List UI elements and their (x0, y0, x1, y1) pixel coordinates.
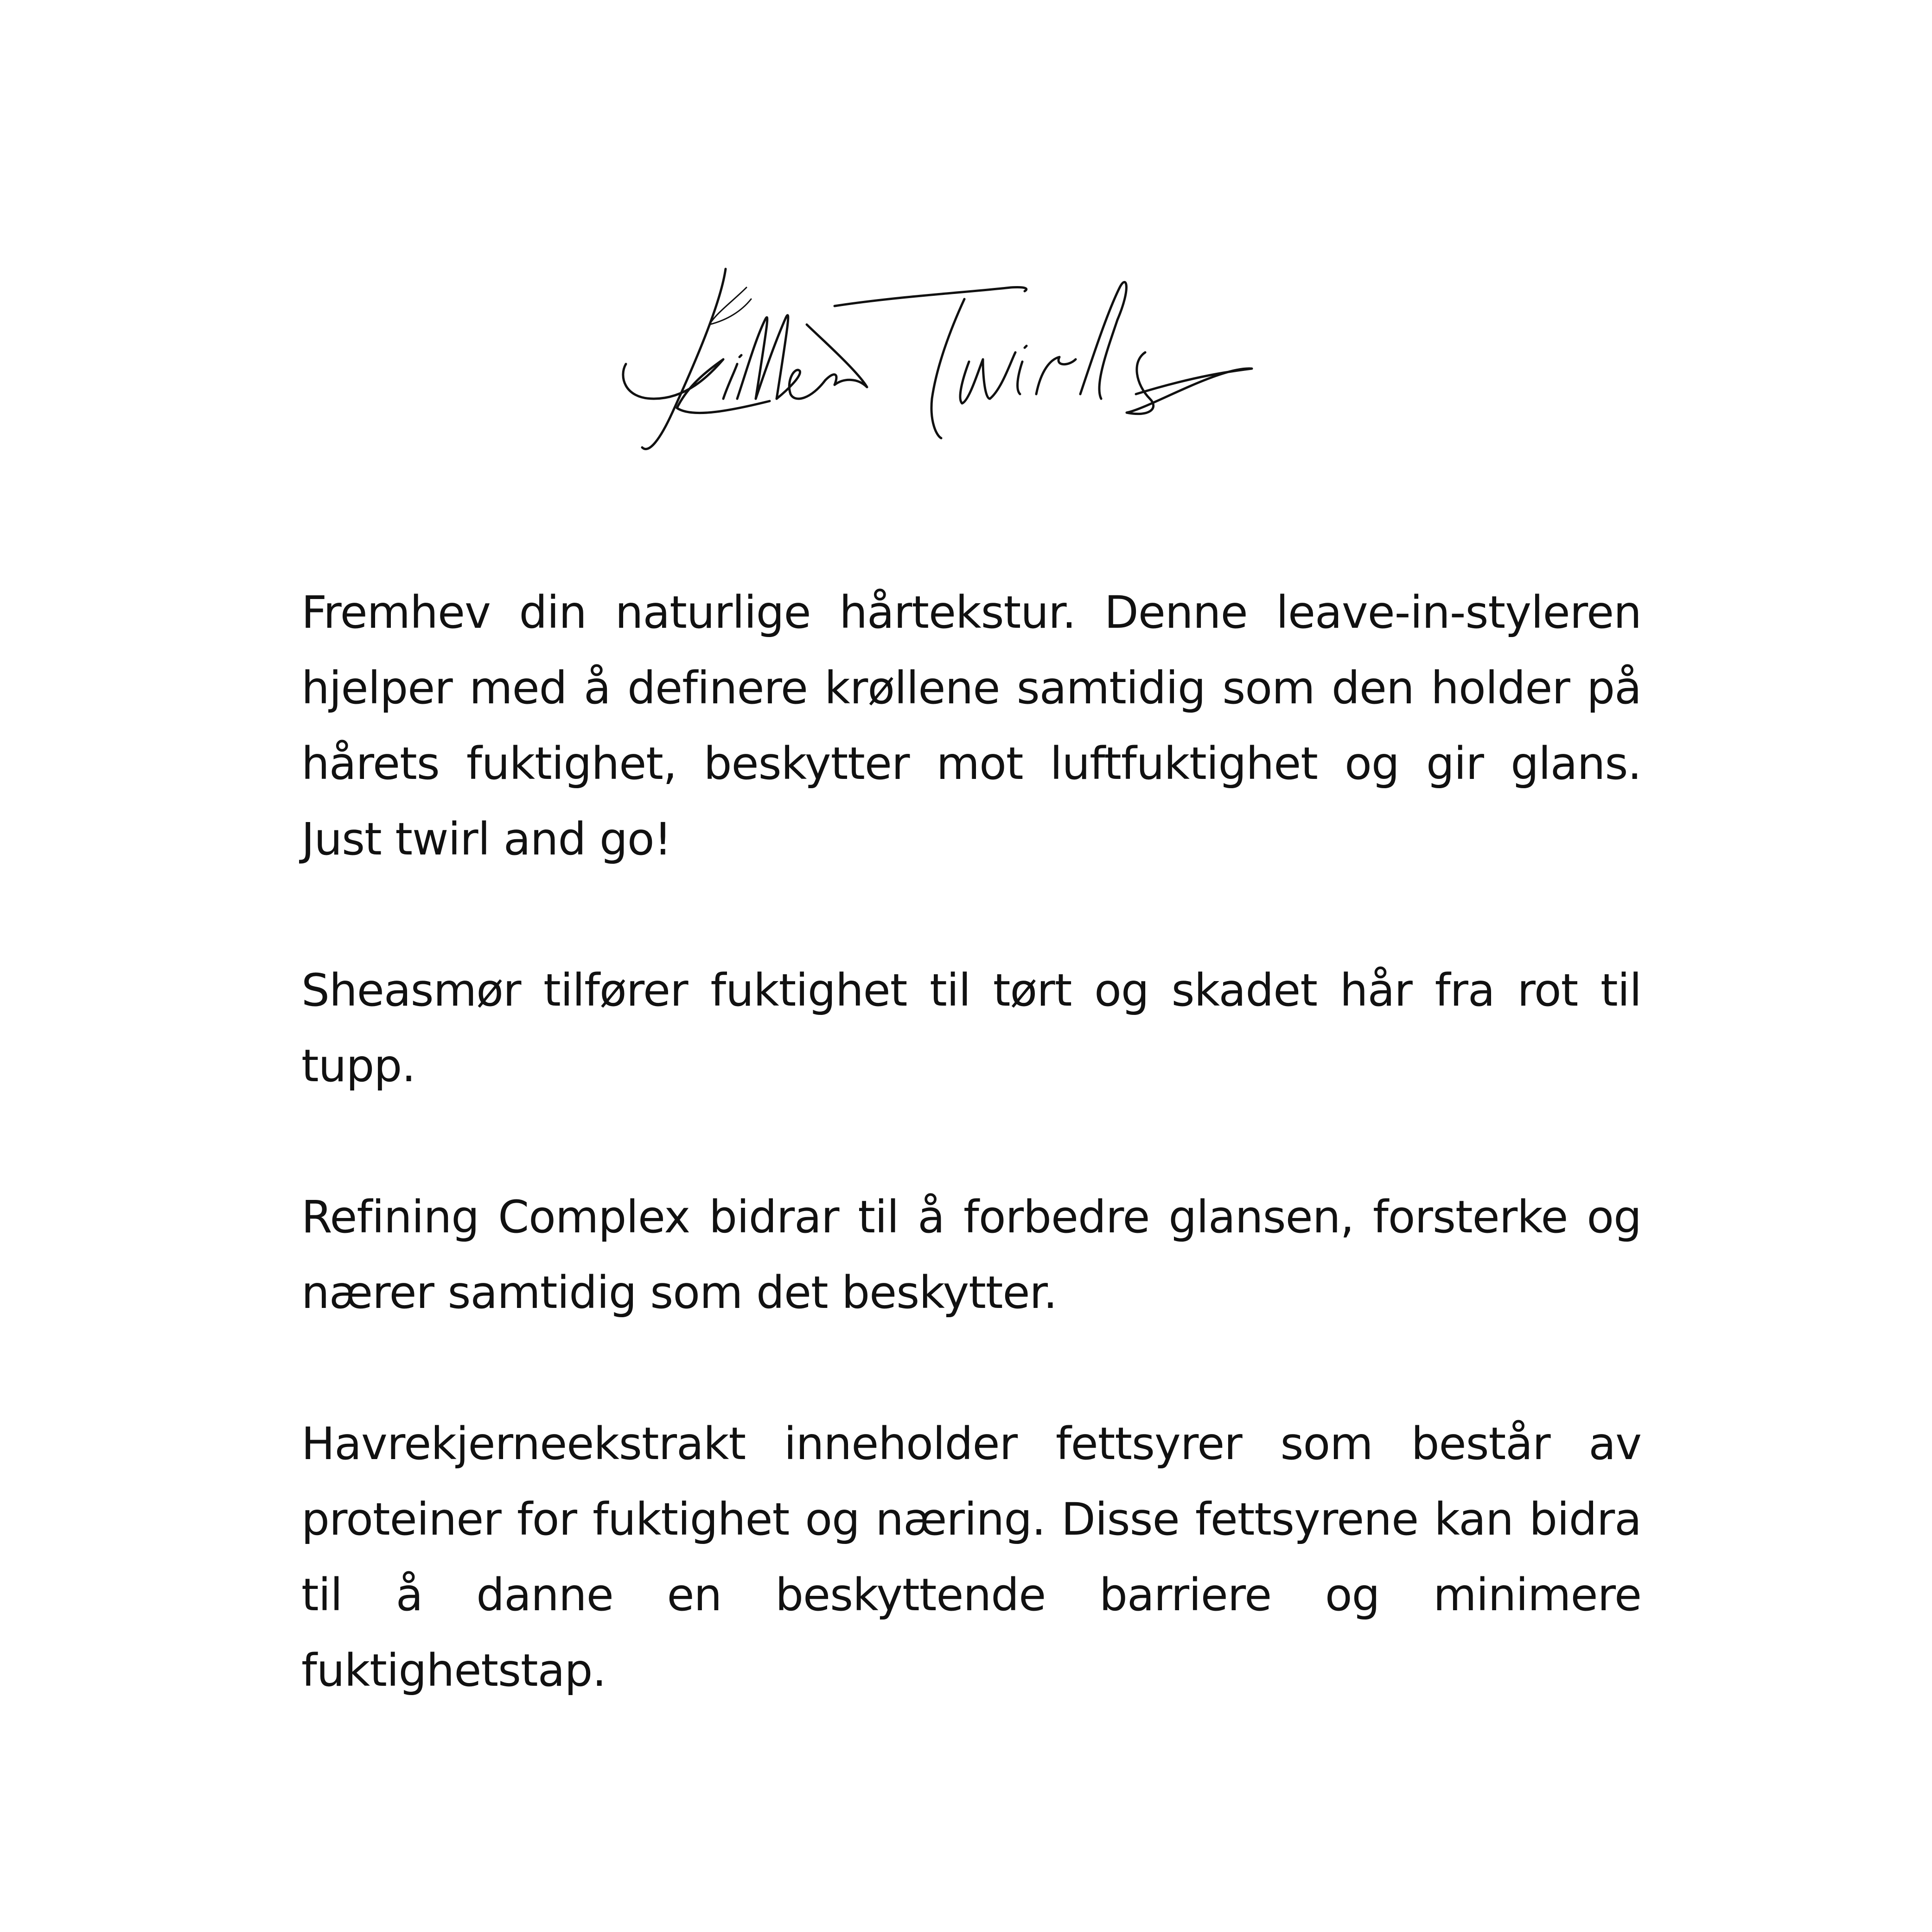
paragraph-oat-kernel-extract: Havrekjerneekstrakt inneholder fettsyrer som består av proteiner for fuktighet og næring. Disse fettsyrene kan bidra til å danne en beskyttende barriere og minimere fuktighetstap. (301, 1418, 1641, 1696)
signature-logo-icon (617, 260, 1321, 464)
paragraph-shea-butter: Sheasmør tilfører fuktighet til tørt og skadet hår fra rot til tupp. (301, 964, 1641, 1092)
brand-logo-signature (617, 260, 1321, 464)
product-description (301, 575, 1641, 1709)
paragraph-refining-complex: Refining Complex bidrar til å forbedre glansen, forsterke og nærer samtidig som det beskytter. (301, 1191, 1641, 1319)
paragraph-intro: Fremhev din naturlige hårtekstur. Denne leave-in-styleren hjelper med å definere krøllene samtidig som den holder på hårets fuktighet, beskytter mot luftfuktighet og gir glans. Just twirl and go! (301, 587, 1641, 865)
